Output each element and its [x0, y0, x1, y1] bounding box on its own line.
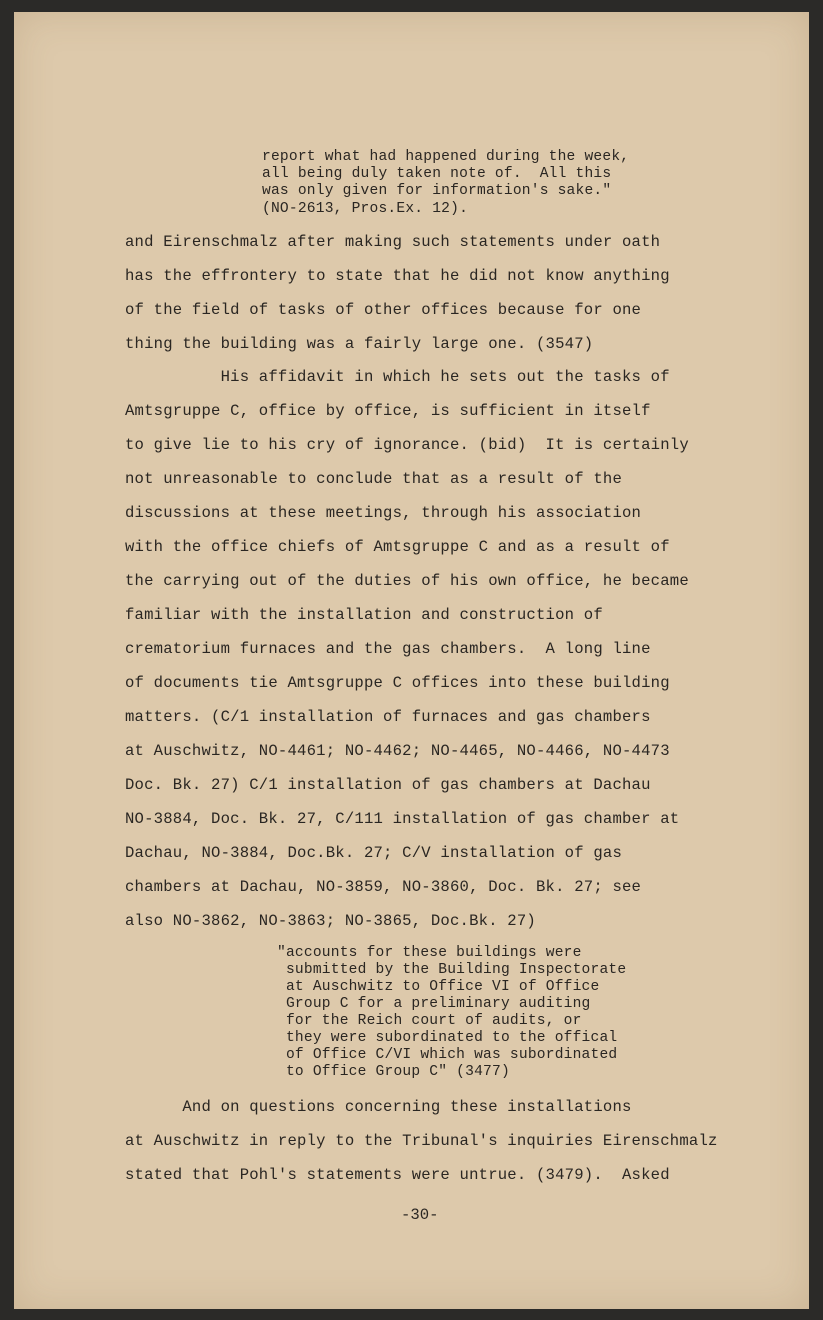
top-quote-line: all being duly taken note of. All this	[262, 166, 612, 182]
body-line: thing the building was a fairly large one. (3547)	[125, 335, 594, 353]
body-line: crematorium furnaces and the gas chambers. A long line	[125, 640, 651, 658]
body-line: His affidavit in which he sets out the tasks of	[125, 368, 670, 386]
middle-quote-line: of Office C/VI which was subordinated	[277, 1047, 618, 1063]
body-line: Amtsgruppe C, office by office, is sufficient in itself	[125, 402, 651, 420]
body-line: not unreasonable to conclude that as a result of the	[125, 470, 623, 488]
middle-quote-line: they were subordinated to the offical	[277, 1030, 618, 1046]
body-line: Dachau, NO-3884, Doc.Bk. 27; C/V installation of gas	[125, 844, 623, 862]
middle-quote-line: at Auschwitz to Office VI of Office	[277, 979, 600, 995]
middle-quote-line: to Office Group C" (3477)	[277, 1064, 510, 1080]
body-line: with the office chiefs of Amtsgruppe C and as a result of	[125, 538, 670, 556]
body-line: of the field of tasks of other offices because for one	[125, 301, 642, 319]
document-page	[14, 12, 809, 1309]
middle-quote-line: submitted by the Building Inspectorate	[277, 962, 627, 978]
body-line: stated that Pohl's statements were untrue. (3479). Asked	[125, 1166, 670, 1184]
body-line: at Auschwitz in reply to the Tribunal's inquiries Eirenschmalz	[125, 1132, 718, 1150]
body-line: chambers at Dachau, NO-3859, NO-3860, Doc. Bk. 27; see	[125, 878, 642, 896]
body-line: has the effrontery to state that he did not know anything	[125, 267, 670, 285]
body-line: NO-3884, Doc. Bk. 27, C/111 installation of gas chamber at	[125, 810, 680, 828]
middle-quote-line: for the Reich court of audits, or	[277, 1013, 582, 1029]
body-line: the carrying out of the duties of his own office, he became	[125, 572, 689, 590]
body-line: familiar with the installation and construction of	[125, 606, 603, 624]
body-line: discussions at these meetings, through his association	[125, 504, 642, 522]
body-line: of documents tie Amtsgruppe C offices into these building	[125, 674, 670, 692]
middle-quote-line: "accounts for these buildings were	[277, 945, 582, 961]
page-number: -30-	[401, 1206, 439, 1224]
top-quote-line: (NO-2613, Pros.Ex. 12).	[262, 201, 469, 217]
body-line: and Eirenschmalz after making such statements under oath	[125, 233, 661, 251]
body-line: matters. (C/1 installation of furnaces and gas chambers	[125, 708, 651, 726]
top-quote-line: was only given for information's sake."	[262, 183, 612, 199]
middle-quote-line: Group C for a preliminary auditing	[277, 996, 591, 1012]
body-line: at Auschwitz, NO-4461; NO-4462; NO-4465, NO-4466, NO-4473	[125, 742, 670, 760]
body-line: to give lie to his cry of ignorance. (bid) It is certainly	[125, 436, 689, 454]
body-line: And on questions concerning these installations	[125, 1098, 632, 1116]
top-quote-line: report what had happened during the week,	[262, 149, 630, 165]
body-line: Doc. Bk. 27) C/1 installation of gas chambers at Dachau	[125, 776, 651, 794]
body-line: also NO-3862, NO-3863; NO-3865, Doc.Bk. 27)	[125, 912, 536, 930]
